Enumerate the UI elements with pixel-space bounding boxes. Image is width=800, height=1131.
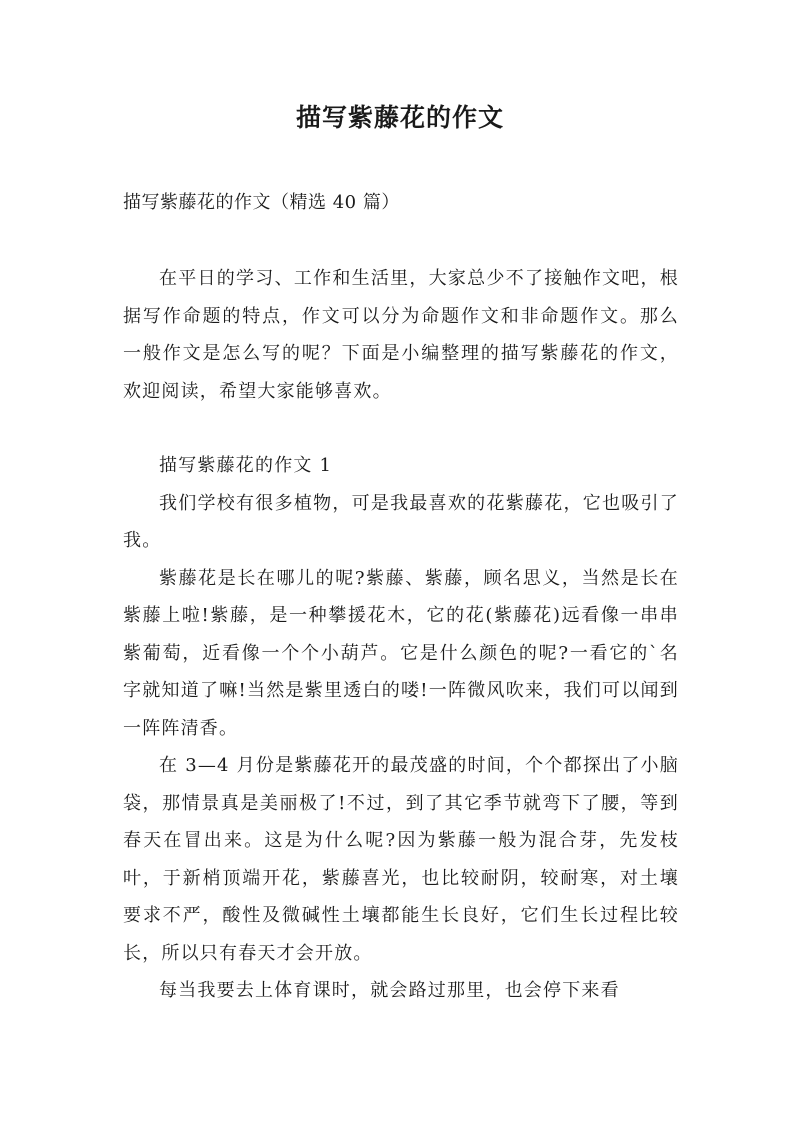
body-paragraph: 在 3—4 月份是紫藤花开的最茂盛的时间，个个都探出了小脑袋，那情景真是美丽极了!不过，到了其它季节就弯下了腰，等到春天在冒出来。这是为什么呢?因为紫藤一般为混合芽，先发枝叶，于新梢顶端开花，紫藤喜光，也比较耐阴，较耐寒，对土壤要求不严，酸性及微碱性土壤都能生长良好，它们生长过程比较长，所以只有春天才会开放。: [123, 755, 679, 964]
body-paragraph: 每当我要去上体育课时，就会路过那里，也会停下来看: [159, 980, 620, 1001]
body-paragraph: 我们学校有很多植物，可是我最喜欢的花紫藤花，它也吸引了我。: [123, 492, 679, 551]
body-paragraph: 紫藤花是长在哪儿的呢?紫藤、紫藤，顾名思义，当然是长在紫藤上啦!紫藤，是一种攀援花木，它的花(紫藤花)远看像一串串紫葡萄，近看像一个个小葫芦。它是什么颜色的呢?一看它的`名字就知道了嘛!当然是紫里透白的喽!一阵微风吹来，我们可以闻到一阵阵清香。: [123, 567, 679, 739]
document-subtitle: 描写紫藤花的作文（精选 40 篇）: [123, 192, 400, 213]
document-title: 描写紫藤花的作文: [295, 103, 504, 132]
section-title: 描写紫藤花的作文 1: [159, 455, 333, 476]
document-body: [123, 260, 679, 1010]
intro-paragraph: 在平日的学习、工作和生活里，大家总少不了接触作文吧，根据写作命题的特点，作文可以分为命题作文和非命题作文。那么一般作文是怎么写的呢？下面是小编整理的描写紫藤花的作文，欢迎阅读，希望大家能够喜欢。: [123, 268, 679, 402]
